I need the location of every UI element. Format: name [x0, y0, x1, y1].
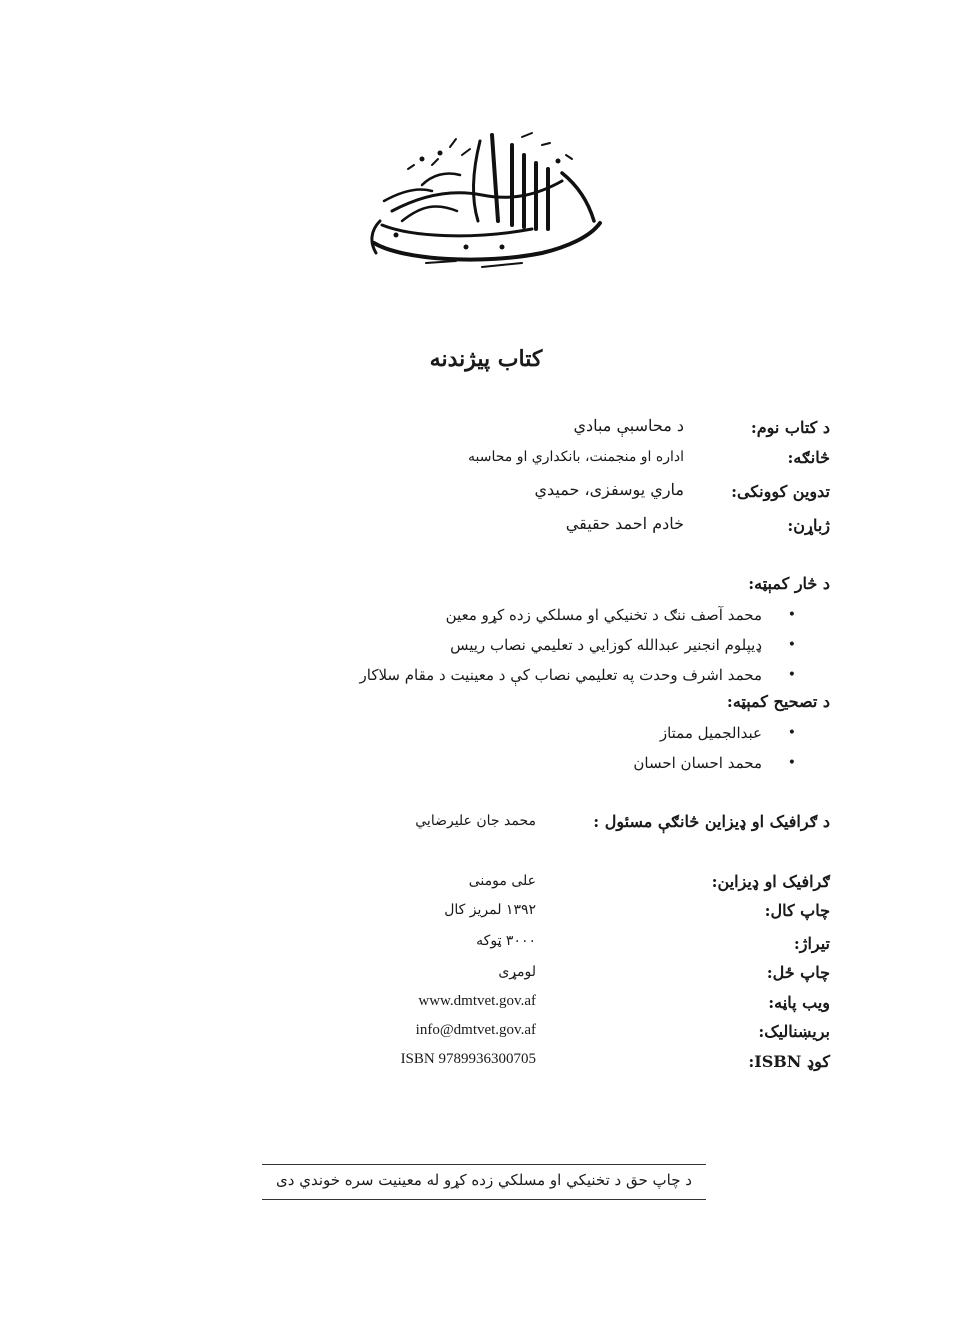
info-value-compiler: ماري یوسفزی، حمیدي: [534, 480, 684, 499]
graphics-head-label: د ګرافیک او ډیزاین څانګې مسئول :: [593, 812, 830, 831]
graphics-head-value: محمد جان عليرضايي: [415, 813, 536, 829]
list-item: • محمد اشرف وحدت په تعلیمي نصاب کې د معينيت د مقام سلاکار: [360, 660, 797, 690]
info-value-book-name: د محاسبې مبادي: [573, 416, 684, 435]
detail-value-isbn: ISBN 9789936300705: [400, 1051, 536, 1067]
info-label-translator: ژباړن:: [787, 516, 830, 535]
detail-value-print-run: ۳۰۰۰ ټوکه: [476, 933, 536, 949]
review-committee-heading: د څار کمېټه:: [748, 574, 830, 593]
basmala-calligraphy-emblem: [362, 125, 608, 275]
copyright-box: [262, 1164, 706, 1200]
detail-label-isbn: کوډ ISBN:: [748, 1052, 830, 1071]
list-item: • محمد آصف ننګ د تخنیکي او مسلکي زده کړو معین: [360, 600, 797, 630]
detail-label-email: بریښنالیک:: [758, 1022, 830, 1041]
detail-value-website: www.dmtvet.gov.af: [418, 993, 536, 1009]
copyright-text: د چاپ حق د تخنیکي او مسلکي زده کړو له معینیت سره خوندي دی: [276, 1171, 692, 1189]
info-value-translator: خادم احمد حقيقي: [565, 514, 684, 533]
info-label-compiler: تدوين کوونکی:: [731, 482, 830, 501]
detail-value-graphics-design: علی مومنی: [468, 873, 536, 889]
page-title: کتاب پیژندنه: [429, 346, 543, 372]
detail-label-graphics-design: ګرافیک او ډیزاین:: [711, 872, 830, 891]
correction-committee-list: [633, 718, 796, 778]
detail-label-website: ویب پاڼه:: [768, 993, 830, 1012]
detail-label-print-run: تيراژ:: [793, 934, 830, 953]
list-item: • محمد احسان احسان: [633, 748, 796, 778]
detail-value-print-year: ۱۳۹۲ لمريز کال: [444, 902, 536, 918]
detail-label-edition: چاپ ځل:: [766, 963, 830, 982]
list-item: • عبدالجميل ممتاز: [633, 718, 796, 748]
detail-value-edition: لومړی: [498, 964, 536, 980]
review-committee-list: [360, 600, 797, 690]
info-value-department: اداره او منجمنت، بانکداري او محاسبه: [467, 449, 684, 465]
info-label-department: څانګه:: [787, 448, 830, 467]
correction-committee-heading: د تصحیح کمېټه:: [726, 692, 830, 711]
detail-label-print-year: چاپ کال:: [764, 901, 830, 920]
info-label-book-name: د کتاب نوم:: [750, 418, 830, 437]
list-item: • ډيپلوم انجنير عبدالله کوزایي د تعلیمي نصاب رييس: [360, 630, 797, 660]
detail-value-email: info@dmtvet.gov.af: [415, 1022, 536, 1038]
